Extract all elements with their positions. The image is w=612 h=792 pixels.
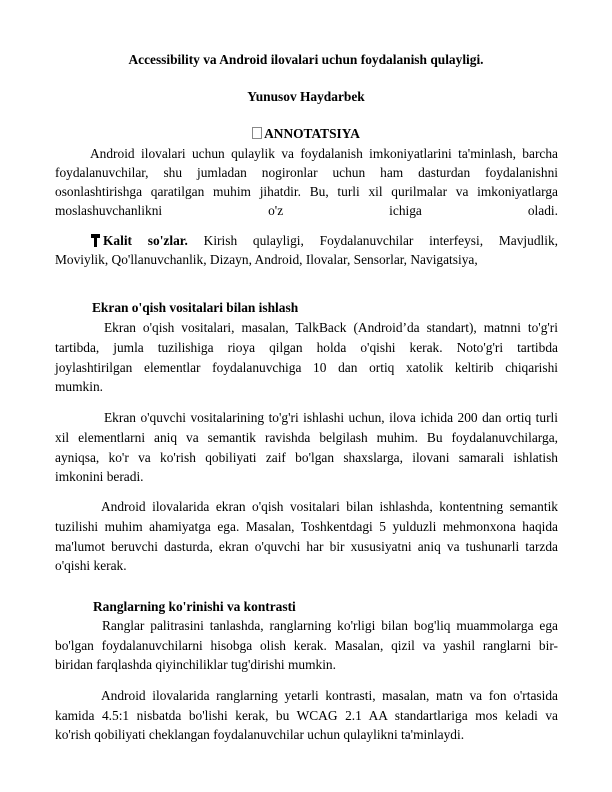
annotation-line: Android ilovalari uchun qulaylik va foydalanish imkoniyatlarini ta'minlash, barcha: [90, 146, 558, 161]
paragraph-line: biridan farqlashda qiyinchiliklar tug'dirishi mumkin.: [55, 657, 336, 672]
keywords-line: [91, 233, 558, 251]
paragraph-line: Android ilovalarida ranglarning yetarli kontrasti, masalan, matn va fon o'rtasida: [101, 688, 558, 703]
paragraph-line: imkonini beradi.: [55, 469, 144, 484]
paragraph-line: Ekran o'qish vositalari, masalan, TalkBack (Android’da standart), matnni to'g'ri: [104, 320, 558, 335]
keywords-line-2: Moviylik, Qo'llanuvchanlik, Dizayn, Android, Ilovalar, Sensorlar, Navigatsiya,: [55, 252, 478, 267]
paragraph-line: o'qishi kerak.: [55, 558, 127, 573]
paragraph-line: mumkin.: [55, 379, 103, 394]
key-icon: [91, 234, 100, 251]
paragraph-line: Ekran o'quvchi vositalarining to'g'ri ishlashi uchun, ilova ichida 200 dan ortiq turli: [104, 410, 558, 425]
paragraph-line: ayniqsa, ko'r va ko'rish qobiliyati zaif bo'lgan shaxslarga, ilovani samarali ishlatish: [55, 450, 558, 465]
section-heading-colors: Ranglarning ko'rinishi va kontrasti: [93, 599, 296, 614]
annotation-heading-text: ANNOTATSIYA: [264, 126, 360, 141]
annotation-line: foydalanuvchilar, shu jumladan nogironlar uchun ham dasturdan foydalanishni: [55, 165, 558, 180]
paragraph-line: tuzilishi muhim ahamiyatga ega. Masalan, Toshkentdagi 5 yulduzli mehmonxona haqida: [55, 519, 558, 534]
section-heading-screen-readers: Ekran o'qish vositalari bilan ishlash: [92, 300, 299, 315]
missing-glyph-icon: [252, 127, 262, 139]
paragraph-line: kamida 4.5:1 nisbatda bo'lishi kerak, bu WCAG 2.1 AA standartlariga mos keladi va: [55, 708, 558, 723]
paragraph-line: ma'lumot beruvchi dasturda, ekran o'quvchi har bir xususiyatni aniq va tushunarli tarzda: [55, 539, 558, 554]
annotation-line: moslashuvchanlikni o'z ichiga oladi.: [55, 203, 558, 218]
paragraph-line: Android ilovalarida ekran o'qish vositalari bilan ishlashda, kontentning semantik: [101, 499, 558, 514]
keywords-label: Kalit so'zlar.: [103, 233, 188, 248]
paragraph-line: tartibda, jumla tuzilishiga rioya qilgan holda o'qishi kerak. Noto'g'ri tartibda: [55, 340, 558, 355]
annotation-line: osonlashtirishga qaratilgan muhim jihatdir. Bu, turli xil qurilmalar va imkoniyatlarga: [55, 184, 558, 199]
paragraph-line: bo'lgan foydalanuvchilarni hisobga olish kerak. Masalan, qizil va yashil ranglarni bir-: [55, 638, 558, 653]
paragraph-line: ko'rish qobiliyati cheklangan foydalanuvchilar uchun qulaylikni ta'minlaydi.: [55, 727, 465, 742]
document-title: Accessibility va Android ilovalari uchun foydalanish qulayligi.: [128, 52, 484, 67]
paragraph-line: xil elementlarni aniq va semantik ravishda belgilash muhim. Bu foydalanuvchilarga,: [55, 430, 558, 445]
annotation-heading: [0, 126, 612, 142]
author-name: Yunusov Haydarbek: [247, 89, 365, 104]
keywords-text: Kirish qulayligi, Foydalanuvchilar interfeysi, Mavjudlik,: [203, 233, 559, 248]
paragraph-line: joylashtirilgan elementlar foydalanuvchiga 10 dan ortiq xatolik keltirib chiqarishi: [55, 360, 558, 375]
paragraph-line: Ranglar palitrasini tanlashda, ranglarning ko'rligi bilan bog'liq muammolarga ega: [102, 618, 558, 633]
